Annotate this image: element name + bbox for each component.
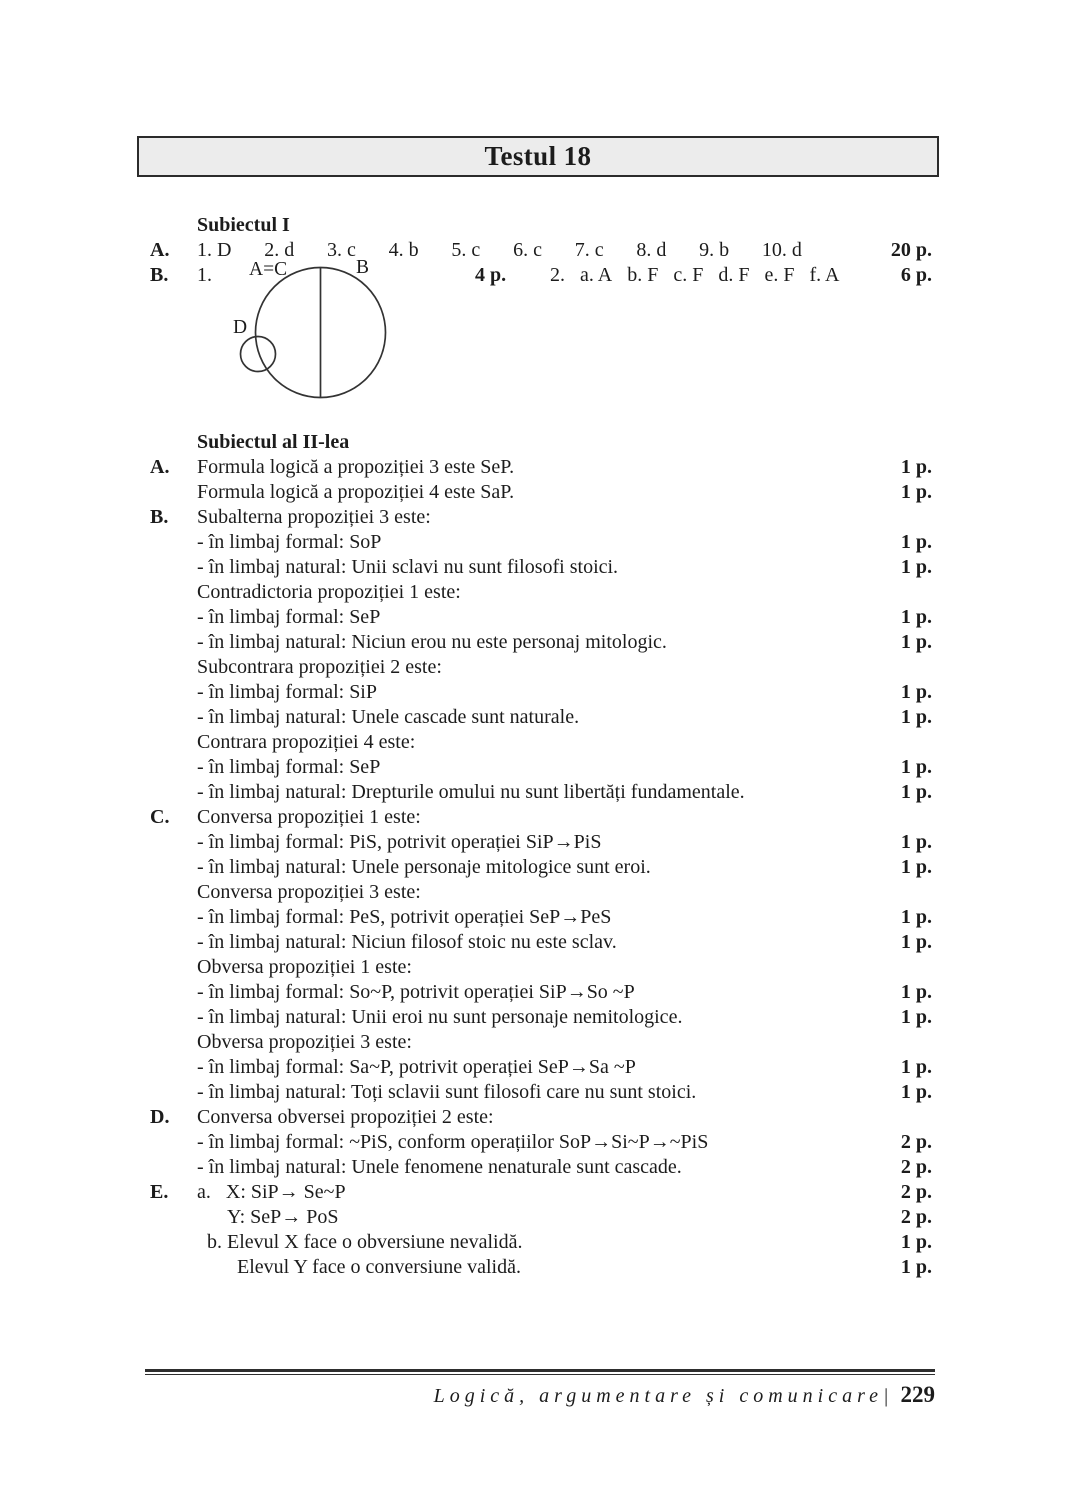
answer-key-content (150, 213, 932, 1280)
answer-item: d. F (718, 264, 750, 286)
line-text: - în limbaj natural: Niciun filosof stoic nu este sclav. (197, 931, 617, 953)
line-text: Y: SeP→ PoS (197, 1206, 339, 1228)
line-marker (150, 530, 197, 555)
answer-line (150, 505, 932, 530)
line-marker: D. (150, 1106, 170, 1128)
line-points: 1 p. (900, 931, 932, 953)
answer-item: f. A (809, 264, 840, 286)
answer-line (150, 1080, 932, 1105)
line-text: Subalterna propoziției 3 este: (197, 506, 431, 528)
line-text: Conversa propoziției 1 este: (197, 806, 421, 828)
label-ac: A=C (249, 259, 288, 280)
row-b-points-2: 6 p. (900, 264, 932, 286)
line-text: - în limbaj natural: Unii sclavi nu sunt filosofi stoici. (197, 556, 619, 578)
line-text: - în limbaj natural: Unele cascade sunt naturale. (197, 706, 580, 728)
line-text: - în limbaj formal: PiS, potrivit operației SiP→PiS (197, 831, 602, 853)
line-marker (150, 605, 197, 630)
section1-row-b (150, 257, 932, 430)
line-text: - în limbaj formal: SeP (197, 756, 381, 778)
line-text: Formula logică a propoziției 4 este SaP. (197, 481, 515, 503)
line-text: - în limbaj formal: SeP (197, 606, 381, 628)
answer-item: e. F (764, 264, 795, 286)
answer-line (150, 730, 932, 755)
line-points: 2 p. (900, 1181, 932, 1203)
answer-item: 9. b (699, 239, 730, 261)
answer-line (150, 655, 932, 680)
answer-item: 1. D (197, 239, 232, 261)
line-points: 1 p. (900, 906, 932, 928)
line-marker (150, 680, 197, 705)
line-text: Obversa propoziției 3 este: (197, 1031, 412, 1053)
line-points: 1 p. (900, 756, 932, 778)
line-marker: E. (150, 1181, 169, 1203)
answer-line (150, 1230, 932, 1255)
label-d: D (233, 317, 248, 338)
line-points: 1 p. (900, 981, 932, 1003)
line-text: a. X: SiP→ Se~P (197, 1181, 346, 1203)
line-marker (150, 955, 197, 980)
answer-line (150, 930, 932, 955)
line-marker (150, 1230, 197, 1255)
line-points: 1 p. (900, 631, 932, 653)
answer-line (150, 755, 932, 780)
footer-rule (145, 1369, 935, 1375)
label-b: B (356, 257, 370, 278)
answer-line (150, 1130, 932, 1155)
line-text: Subcontrara propoziției 2 este: (197, 656, 442, 678)
answer-line (150, 955, 932, 980)
answer-item: a. A (580, 264, 613, 286)
line-marker (150, 1155, 197, 1180)
answer-line (150, 680, 932, 705)
line-points (880, 505, 932, 530)
line-points: 1 p. (900, 706, 932, 728)
row-b-marker: B. (150, 264, 169, 286)
answer-item: 2. (550, 264, 565, 286)
answer-line (150, 1030, 932, 1055)
line-marker (150, 830, 197, 855)
line-points: 2 p. (900, 1206, 932, 1228)
answer-item: 3. c (326, 239, 356, 261)
answer-line (150, 780, 932, 805)
footer-separator: | (883, 1385, 889, 1407)
row-b-answers (550, 263, 839, 288)
answer-line (150, 830, 932, 855)
line-text: - în limbaj natural: Unele fenomene nenaturale sunt cascade. (197, 1156, 682, 1178)
line-points: 1 p. (900, 1231, 932, 1253)
answer-item: 10. d (761, 239, 802, 261)
line-points: 1 p. (900, 481, 932, 503)
line-points (880, 805, 932, 830)
answer-line (150, 1005, 932, 1030)
answer-line (150, 1255, 932, 1280)
row-a-points: 20 p. (890, 239, 932, 261)
row-b-points-1: 4 p. (475, 264, 507, 286)
line-text: - în limbaj natural: Unele personaje mitologice sunt eroi. (197, 856, 651, 878)
line-points (880, 580, 932, 605)
line-marker (150, 1255, 197, 1280)
line-marker (150, 705, 197, 730)
line-text: Conversa propoziției 3 este: (197, 881, 421, 903)
line-marker (150, 580, 197, 605)
test-title-box (137, 136, 939, 177)
line-points (880, 655, 932, 680)
line-points: 1 p. (900, 456, 932, 478)
line-text: - în limbaj formal: Sa~P, potrivit operației SeP→Sa ~P (197, 1056, 636, 1078)
line-text: Conversa obversei propoziției 2 este: (197, 1106, 494, 1128)
answer-line (150, 1105, 932, 1130)
answer-item: 4. b (388, 239, 419, 261)
answer-line (150, 1205, 932, 1230)
line-text: - în limbaj formal: SoP (197, 531, 382, 553)
answer-line (150, 905, 932, 930)
line-marker (150, 1130, 197, 1155)
line-points: 1 p. (900, 856, 932, 878)
answer-line (150, 580, 932, 605)
answer-line (150, 880, 932, 905)
line-text: - în limbaj formal: SiP (197, 681, 377, 703)
line-marker (150, 780, 197, 805)
line-points: 1 p. (900, 781, 932, 803)
line-points (880, 880, 932, 905)
row-b-body (197, 257, 932, 430)
answer-line (150, 855, 932, 880)
answer-line (150, 605, 932, 630)
line-points: 1 p. (900, 606, 932, 628)
line-marker: C. (150, 806, 170, 828)
line-points (880, 1030, 932, 1055)
line-marker (150, 655, 197, 680)
line-text: - în limbaj natural: Toți sclavii sunt filosofi care nu sunt stoici. (197, 1081, 697, 1103)
line-points: 1 p. (900, 1006, 932, 1028)
line-marker (150, 880, 197, 905)
line-marker (150, 755, 197, 780)
line-text: Elevul Y face o conversiune validă. (197, 1256, 521, 1278)
line-text: - în limbaj formal: So~P, potrivit operației SiP→So ~P (197, 981, 635, 1003)
answer-item: 2. d (264, 239, 295, 261)
answer-line (150, 530, 932, 555)
answer-item: 5. c (451, 239, 481, 261)
line-marker: A. (150, 456, 170, 478)
row-b-item1: 1. (197, 264, 212, 286)
circle-d (241, 337, 276, 372)
answer-line (150, 480, 932, 505)
answer-line (150, 980, 932, 1005)
venn-diagram (225, 252, 425, 404)
line-marker (150, 730, 197, 755)
line-marker (150, 480, 197, 505)
line-text: Obversa propoziției 1 este: (197, 956, 412, 978)
line-marker (150, 1055, 197, 1080)
line-marker (150, 905, 197, 930)
test-title: Testul 18 (484, 141, 592, 171)
line-marker (150, 555, 197, 580)
line-marker (150, 1005, 197, 1030)
answer-item: 7. c (574, 239, 604, 261)
row-a-marker: A. (150, 239, 170, 261)
section-2-heading: Subiectul al II-lea (197, 431, 350, 453)
line-marker (150, 930, 197, 955)
line-points: 1 p. (900, 1056, 932, 1078)
section-1-heading: Subiectul I (197, 214, 290, 236)
answer-line (150, 805, 932, 830)
answer-item: 6. c (513, 239, 542, 261)
line-points (880, 1105, 932, 1130)
line-text: - în limbaj formal: PeS, potrivit operației SeP→PeS (197, 906, 612, 928)
line-text: Contradictoria propoziției 1 este: (197, 581, 461, 603)
answer-line (150, 555, 932, 580)
line-points: 1 p. (900, 831, 932, 853)
section-2-lines (150, 455, 932, 1280)
line-points: 2 p. (900, 1156, 932, 1178)
line-text: Formula logică a propoziției 3 este SeP. (197, 456, 515, 478)
line-marker: B. (150, 506, 169, 528)
line-points: 1 p. (900, 531, 932, 553)
line-text: - în limbaj natural: Niciun erou nu este personaj mitologic. (197, 631, 667, 653)
line-points: 1 p. (900, 556, 932, 578)
line-text: b. Elevul X face o obversiune nevalidă. (197, 1231, 523, 1253)
line-points: 1 p. (900, 1256, 932, 1278)
line-points (880, 955, 932, 980)
line-text: - în limbaj natural: Unii eroi nu sunt personaje nemitologice. (197, 1006, 683, 1028)
line-marker (150, 1030, 197, 1055)
line-text: - în limbaj formal: ~PiS, conform operațiilor SoP→Si~P→~PiS (197, 1131, 709, 1153)
line-marker (150, 1080, 197, 1105)
answer-line (150, 1055, 932, 1080)
answer-line (150, 705, 932, 730)
line-points (880, 730, 932, 755)
line-marker (150, 980, 197, 1005)
answer-line (150, 455, 932, 480)
answer-line (150, 1180, 932, 1205)
line-marker (150, 1205, 197, 1230)
book-title: Logică, argumentare și comunicare (433, 1385, 883, 1407)
answer-item: c. F (673, 264, 704, 286)
footer-text (145, 1382, 935, 1409)
line-marker (150, 855, 197, 880)
line-marker (150, 630, 197, 655)
answer-item: b. F (627, 264, 659, 286)
line-points: 1 p. (900, 1081, 932, 1103)
answer-line (150, 630, 932, 655)
answer-item: 8. d (636, 239, 667, 261)
line-points: 2 p. (900, 1131, 932, 1153)
page-number: 229 (900, 1382, 935, 1407)
line-points: 1 p. (900, 681, 932, 703)
answer-line (150, 1155, 932, 1180)
page-footer (145, 1369, 935, 1409)
line-text: - în limbaj natural: Drepturile omului nu sunt libertăți fundamentale. (197, 781, 745, 803)
line-text: Contrara propoziției 4 este: (197, 731, 416, 753)
